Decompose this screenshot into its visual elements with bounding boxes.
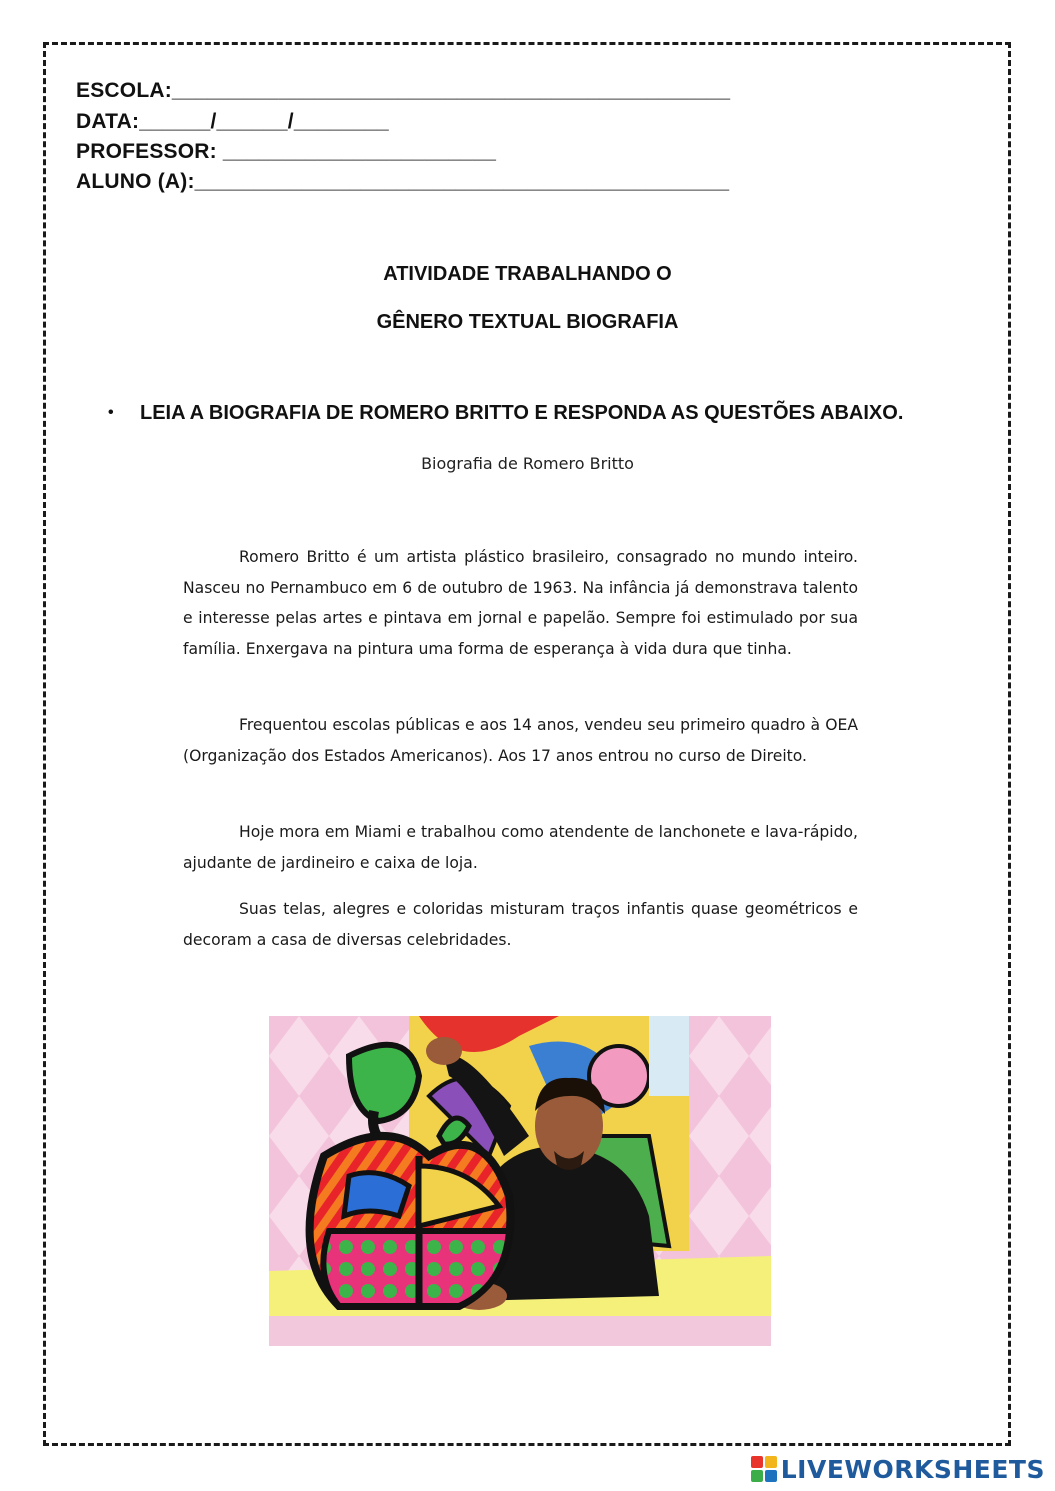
biography-title: Biografia de Romero Britto bbox=[421, 454, 634, 473]
bullet-icon: • bbox=[108, 404, 114, 421]
biography-paragraph-1: Romero Britto é um artista plástico brasileiro, consagrado no mundo inteiro. Nasceu no Pernambuco em 6 de outubro de 1963. Na infância já demonstrava talento e interesse pelas artes e pintava em jornal e papelão. Sempre foi estimulado por sua família. Enxergava na pintura uma forma de esperança à vida dura que tinha. bbox=[183, 548, 858, 658]
biography-paragraph-3: Hoje mora em Miami e trabalhou como atendente de lanchonete e lava-rápido, ajudante de jardineiro e caixa de loja. bbox=[183, 823, 858, 872]
escola-field[interactable]: ESCOLA:_______________________________________________ bbox=[76, 79, 731, 102]
activity-title-line1: ATIVIDADE TRABALHANDO O bbox=[383, 263, 672, 285]
aluno-field[interactable]: ALUNO (A):_____________________________________________ bbox=[76, 170, 730, 193]
instruction-text: LEIA A BIOGRAFIA DE ROMERO BRITTO E RESPONDA AS QUESTÕES ABAIXO. bbox=[140, 402, 904, 424]
liveworksheets-watermark bbox=[751, 1452, 1045, 1486]
professor-field[interactable]: PROFESSOR: _______________________ bbox=[76, 140, 497, 163]
data-field[interactable]: DATA:______/______/________ bbox=[76, 110, 389, 133]
watermark-text: LIVEWORKSHEETS bbox=[780, 1454, 1045, 1484]
instruction bbox=[108, 402, 903, 425]
biography-paragraph-2: Frequentou escolas públicas e aos 14 anos, vendeu seu primeiro quadro à OEA (Organização dos Estados Americanos). Aos 17 anos entrou no curso de Direito. bbox=[183, 716, 858, 765]
liveworksheets-logo-icon bbox=[751, 1456, 777, 1482]
romero-britto-photo bbox=[269, 1016, 771, 1346]
biography-paragraph-4: Suas telas, alegres e coloridas misturam traços infantis quase geométricos e decoram a casa de diversas celebridades. bbox=[183, 900, 858, 949]
activity-title-line2: GÊNERO TEXTUAL BIOGRAFIA bbox=[376, 311, 679, 333]
